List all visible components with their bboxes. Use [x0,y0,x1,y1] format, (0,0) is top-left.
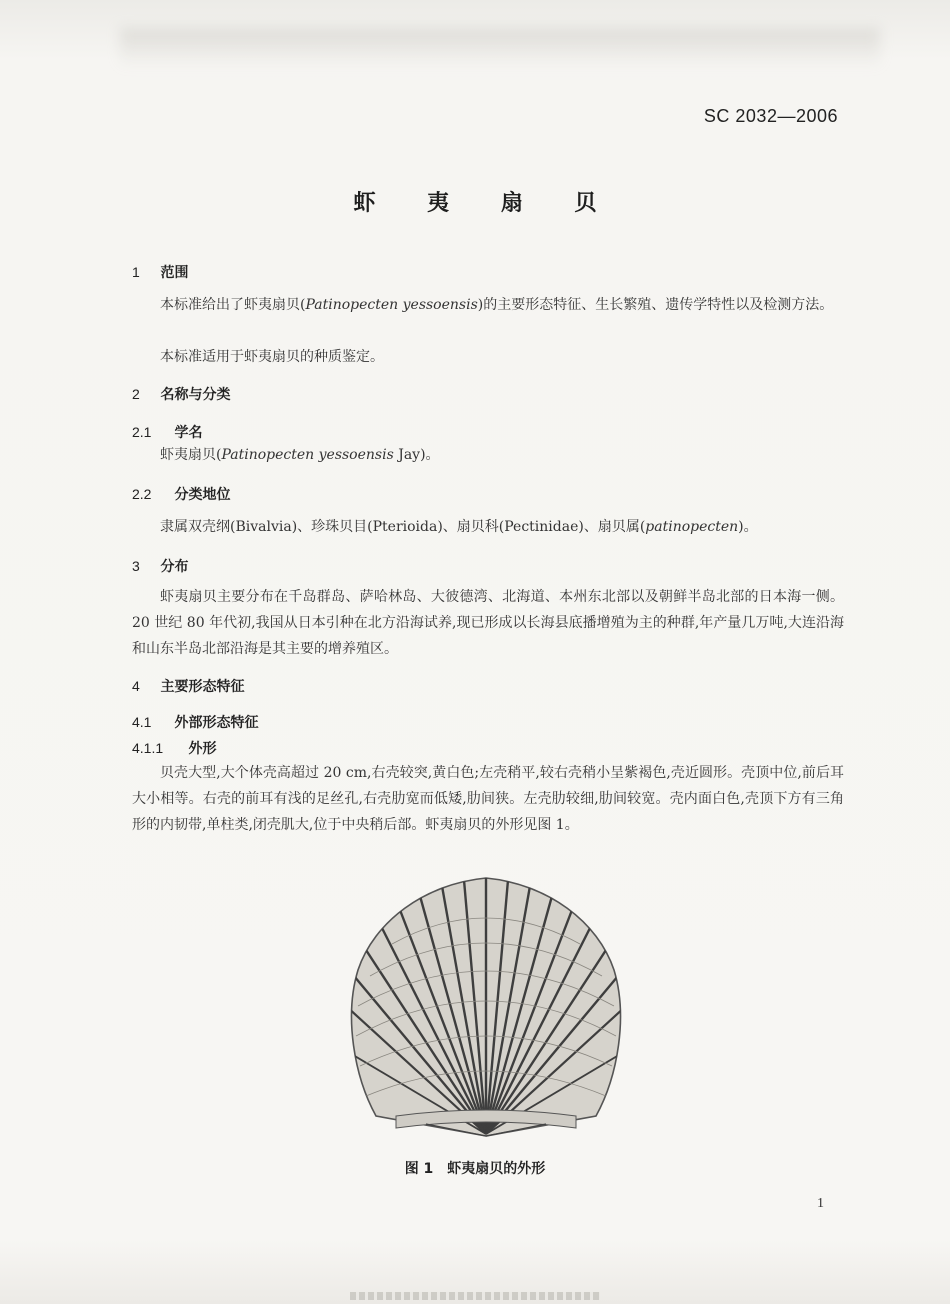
section-heading-3 [132,556,188,576]
text-run: )。 [738,519,758,535]
paragraph-classification [132,514,844,540]
paragraph-scope-2: 本标准适用于虾夷扇贝的种质鉴定。 [160,349,384,365]
standard-code: SC 2032—2006 [703,106,838,126]
section-heading-2-1 [132,422,202,442]
document-title: 虾 夷 扇 贝 [353,191,619,216]
section-heading-2 [132,384,230,404]
paragraph-scientific-name [132,442,844,468]
scallop-shell-icon [336,866,636,1148]
paragraph-distribution: 虾夷扇贝主要分布在千岛群岛、萨哈林岛、大彼德湾、北海道、本州东北部以及朝鲜半岛北部的日本海一侧。20 世纪 80 年代初,我国从日本引种在北方沿海试养,现已形成以长海县底播增殖为主的种群,年产量几万吨,大连沿海和山东半岛北部沿海是其主要的增养殖区。 [132,589,844,657]
section-title: 分类地位 [174,487,231,503]
section-number: 4.1 [132,714,152,730]
paragraph-shape: 贝壳大型,大个体壳高超过 20 cm,右壳较突,黄白色;左壳稍平,较右壳稍小呈紫褐色,壳近圆形。壳顶中位,前后耳大小相等。右壳的前耳有浅的足丝孔,右壳肋宽而低矮,肋间狭。左壳肋较细,肋间较宽。壳内面白色,壳顶下方有三角形的内韧带,单柱类,闭壳肌大,位于中央稍后部。虾夷扇贝的外形见图 1。 [132,765,844,833]
section-number: 3 [132,558,140,574]
latin-name: Patinopecten yessoensis [221,447,394,463]
page-number: 1 [817,1196,824,1211]
section-number: 1 [132,264,140,280]
section-number: 4.1.1 [132,740,164,756]
section-heading-4 [132,676,244,696]
text-run: 本标准给出了虾夷扇贝( [160,297,306,313]
section-title: 主要形态特征 [160,679,245,695]
scallop-shell-figure [336,866,636,1148]
section-heading-4-1-1 [132,738,216,758]
section-title: 名称与分类 [160,387,231,403]
text-run: )的主要形态特征、生长繁殖、遗传学特性以及检测方法。 [477,297,834,313]
paragraph-scope-1 [132,292,844,318]
section-heading-2-2 [132,484,230,504]
scan-edge-artifact [350,1292,600,1300]
section-title: 外形 [188,741,217,757]
section-number: 2 [132,386,140,402]
latin-name: patinopecten [645,519,739,535]
section-title: 外部形态特征 [174,715,259,731]
latin-name: Patinopecten yessoensis [305,297,478,313]
section-number: 2.2 [132,486,152,502]
section-title: 分布 [160,559,189,575]
text-run: 隶属双壳纲(Bivalvia)、珍珠贝目(Pterioida)、扇贝科(Pectinidae)、扇贝属( [160,519,646,535]
figure-caption: 图 1 虾夷扇贝的外形 [404,1161,546,1177]
section-heading-1 [132,262,188,282]
scan-shadow [120,28,880,68]
text-run: Jay)。 [393,447,440,463]
section-heading-4-1 [132,712,258,732]
section-number: 2.1 [132,424,152,440]
section-number: 4 [132,678,140,694]
section-title: 范围 [160,265,189,281]
text-run: 虾夷扇贝( [160,447,222,463]
section-title: 学名 [174,425,203,441]
